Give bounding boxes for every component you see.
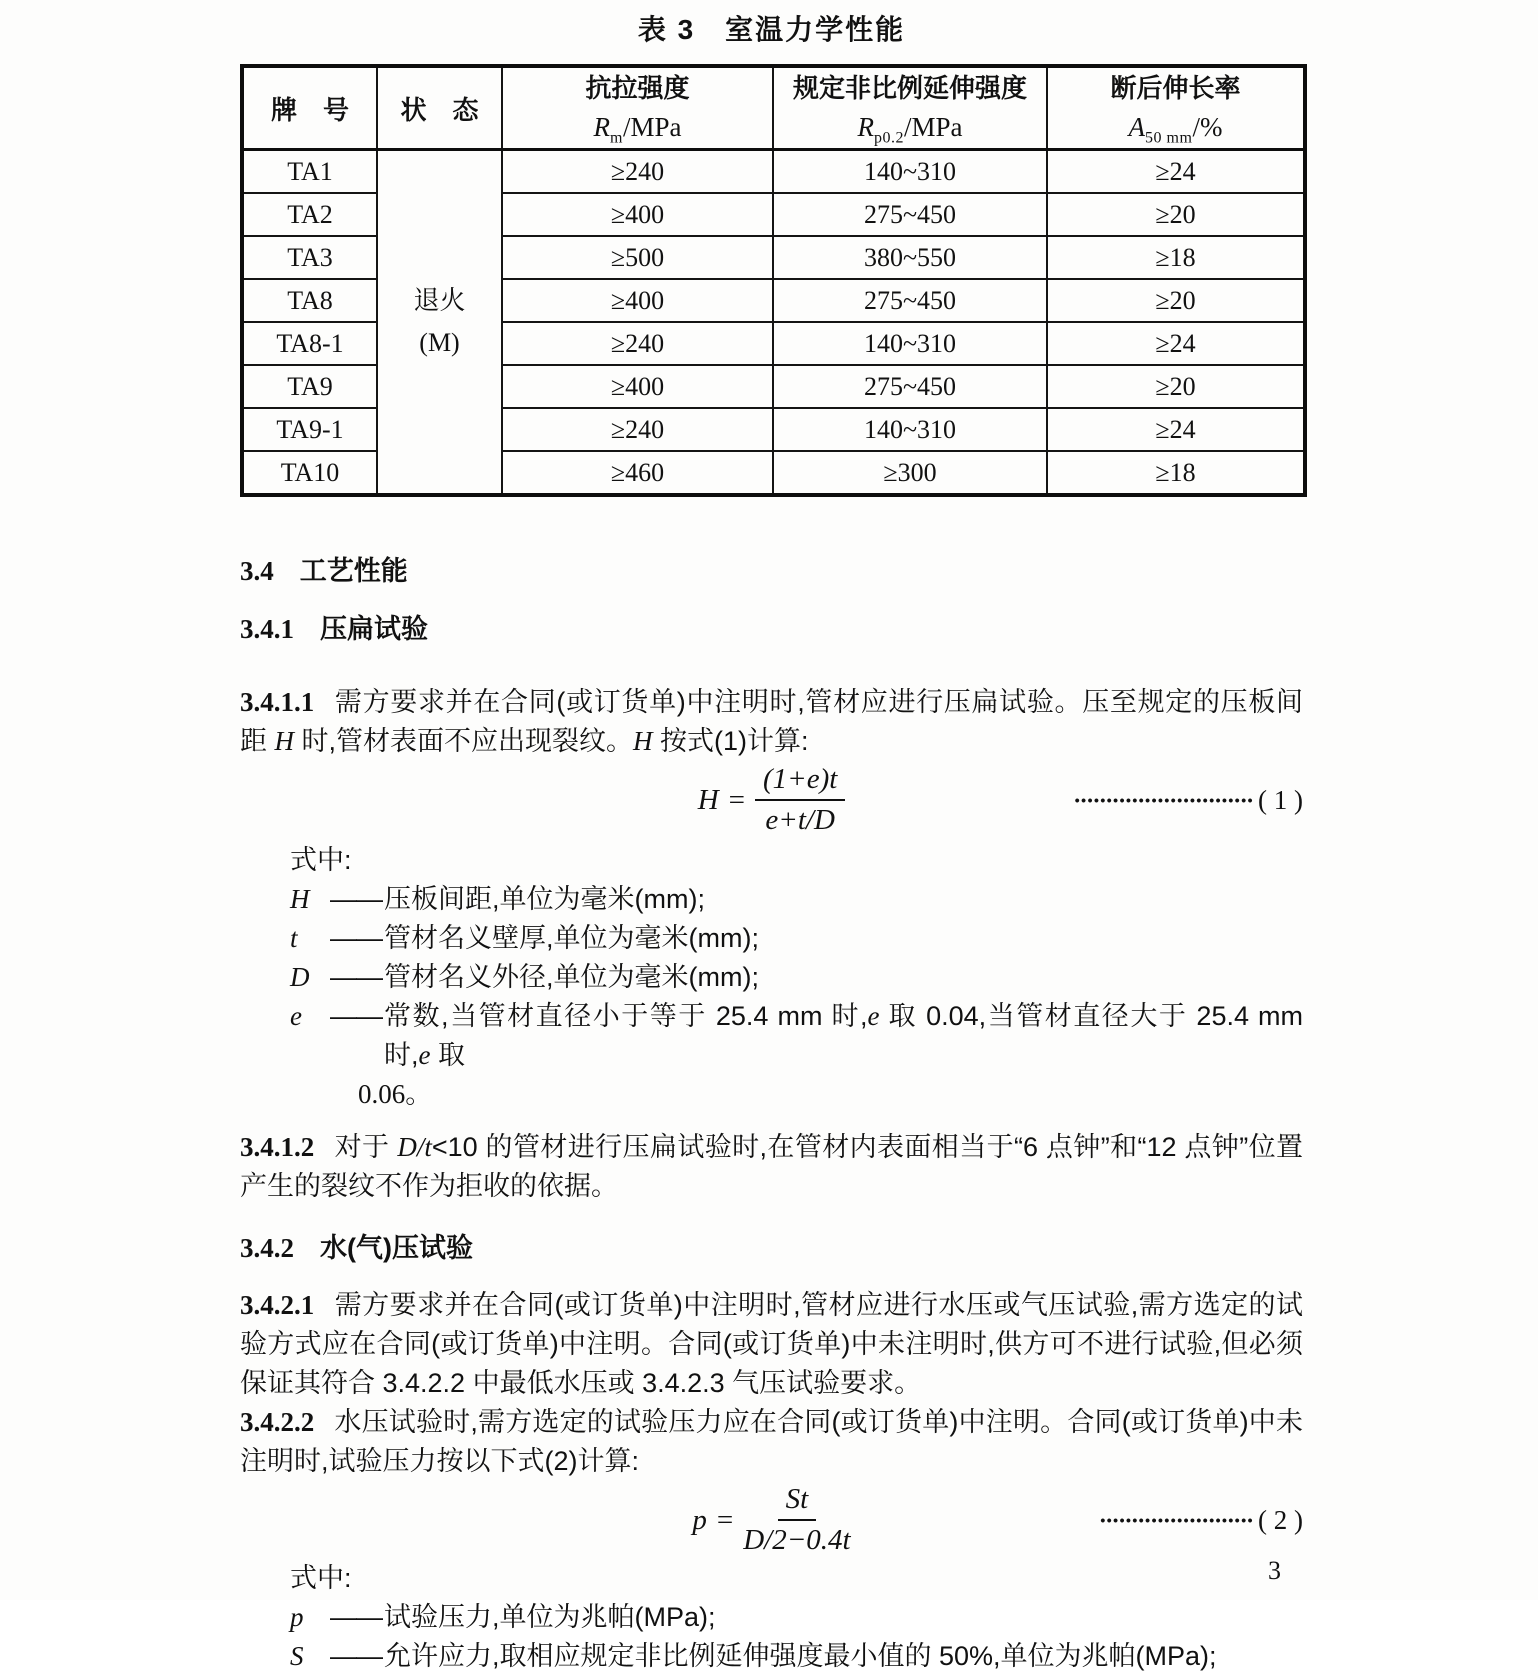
formula-2-number: ( 2 ) [1258,1504,1303,1535]
where-intro-2: 式中: [290,1563,352,1593]
tensile-cell: ≥400 [502,365,773,408]
table-row [242,150,1305,194]
tensile-cell: ≥460 [502,451,773,495]
tensile-cell: ≥400 [502,279,773,322]
paragraph-3-4-1-2: 3.4.1.2 对于 D/t<10 的管材进行压扁试验时,在管材内表面相当于“6 点钟”和“12 点钟”位置产生的裂纹不作为拒收的依据。 [240,1132,1303,1201]
elongation-cell: ≥24 [1047,150,1305,194]
yield-cell: ≥300 [773,451,1047,495]
elongation-cell: ≥20 [1047,193,1305,236]
col-header-tensile: 抗拉强度 $R_m$/MPa [502,66,773,150]
formula-1-number: ( 1 ) [1258,784,1303,815]
tensile-cell: ≥240 [502,322,773,365]
yield-cell: 275~450 [773,279,1047,322]
tensile-symbol: $R_m$/MPa [593,112,682,147]
tensile-cell: ≥240 [502,150,773,194]
yield-cell: 275~450 [773,365,1047,408]
section-3-4-2-title: 水(气)压试验 [320,1233,473,1263]
section-3-4-1-heading: 3.4.1 压扁试验 [240,614,428,644]
page-number: 3 [1268,1556,1281,1585]
definition-e: e —— 常数,当管材直径小于等于 25.4 mm 时,e 取 0.04,当管材直径大于 25.4 mm 时,e 取 [290,1001,1303,1070]
grade-cell: TA3 [242,236,377,279]
definition-H: H —— 压板间距,单位为毫米(mm); [290,884,705,914]
yield-cell: 140~310 [773,322,1047,365]
section-3-4-2-heading: 3.4.2 水(气)压试验 [240,1233,473,1263]
table-header-row [242,66,1305,150]
paragraph-3-4-1-1: 3.4.1.1 需方要求并在合同(或订货单)中注明时,管材应进行压扁试验。压至规定的压板间距 H 时,管材表面不应出现裂纹。H 按式(1)计算: [240,687,1303,756]
definition-p: p —— 试验压力,单位为兆帕(MPa); [290,1602,716,1632]
elongation-cell: ≥18 [1047,451,1305,495]
section-3-4-title: 工艺性能 [299,556,408,586]
formula-1-leader: •••••••••••••••••••••••••••• ( 1 ) [1074,784,1303,815]
section-3-4-heading: 3.4 工艺性能 [240,556,408,586]
definition-t: t —— 管材名义壁厚,单位为毫米(mm); [290,923,759,953]
formula-1-expression: H = $\frac{(1+e)t}{e+t/D}$ [698,763,846,837]
elongation-cell: ≥20 [1047,279,1305,322]
section-3-4-1-title: 压扁试验 [320,614,428,644]
page-content [240,0,1303,1676]
yield-symbol: $R_{p0.2}$/MPa [857,112,963,147]
col-header-state: 状 态 [377,66,502,150]
yield-cell: 140~310 [773,150,1047,194]
where-intro-1: 式中: [290,845,352,875]
formula-2-leader: •••••••••••••••••••••••• ( 2 ) [1100,1504,1303,1535]
col-header-yield: 规定非比例延伸强度 $R_{p0.2}$/MPa [773,66,1047,150]
grade-cell: TA9 [242,365,377,408]
elongation-cell: ≥24 [1047,408,1305,451]
yield-cell: 140~310 [773,408,1047,451]
tensile-cell: ≥400 [502,193,773,236]
elongation-cell: ≥18 [1047,236,1305,279]
mechanical-properties-table [240,64,1307,497]
col-header-grade: 牌 号 [242,66,377,150]
grade-cell: TA10 [242,451,377,495]
state-cell: 退火 (M) [377,150,502,496]
grade-cell: TA1 [242,150,377,194]
definition-S: S —— 允许应力,取相应规定非比例延伸强度最小值的 50%,单位为兆帕(MPa); [290,1641,1217,1671]
tensile-cell: ≥240 [502,408,773,451]
elongation-symbol: $A_{50 mm}/\%$ [1128,112,1223,147]
paragraph-3-4-2-1: 3.4.2.1 需方要求并在合同(或订货单)中注明时,管材应进行水压或气压试验,需方选定的试验方式应在合同(或订货单)中注明。合同(或订货单)中未注明时,供方可不进行试验,但必须保证其符合 3.4.2.2 中最低水压或 3.4.2.3 气压试验要求。 [240,1290,1303,1398]
grade-cell: TA8-1 [242,322,377,365]
definition-e-continuation: 0.06。 [358,1079,433,1109]
elongation-cell: ≥24 [1047,322,1305,365]
formula-2-expression: p = $\frac{St}{D/2-0.4t}$ [692,1483,851,1556]
col-header-elongation: 断后伸长率 $A_{50 mm}/\%$ [1047,66,1305,150]
yield-cell: 380~550 [773,236,1047,279]
formula-2 [240,1481,1303,1559]
grade-cell: TA9-1 [242,408,377,451]
definition-D: D —— 管材名义外径,单位为毫米(mm); [290,962,759,992]
elongation-cell: ≥20 [1047,365,1305,408]
tensile-cell: ≥500 [502,236,773,279]
formula-1 [240,761,1303,839]
paragraph-3-4-2-2: 3.4.2.2 水压试验时,需方选定的试验压力应在合同(或订货单)中注明。合同(或订货单)中未注明时,试验压力按以下式(2)计算: [240,1407,1303,1476]
grade-cell: TA2 [242,193,377,236]
table-caption: 表 3 室温力学性能 [637,14,906,45]
yield-cell: 275~450 [773,193,1047,236]
grade-cell: TA8 [242,279,377,322]
